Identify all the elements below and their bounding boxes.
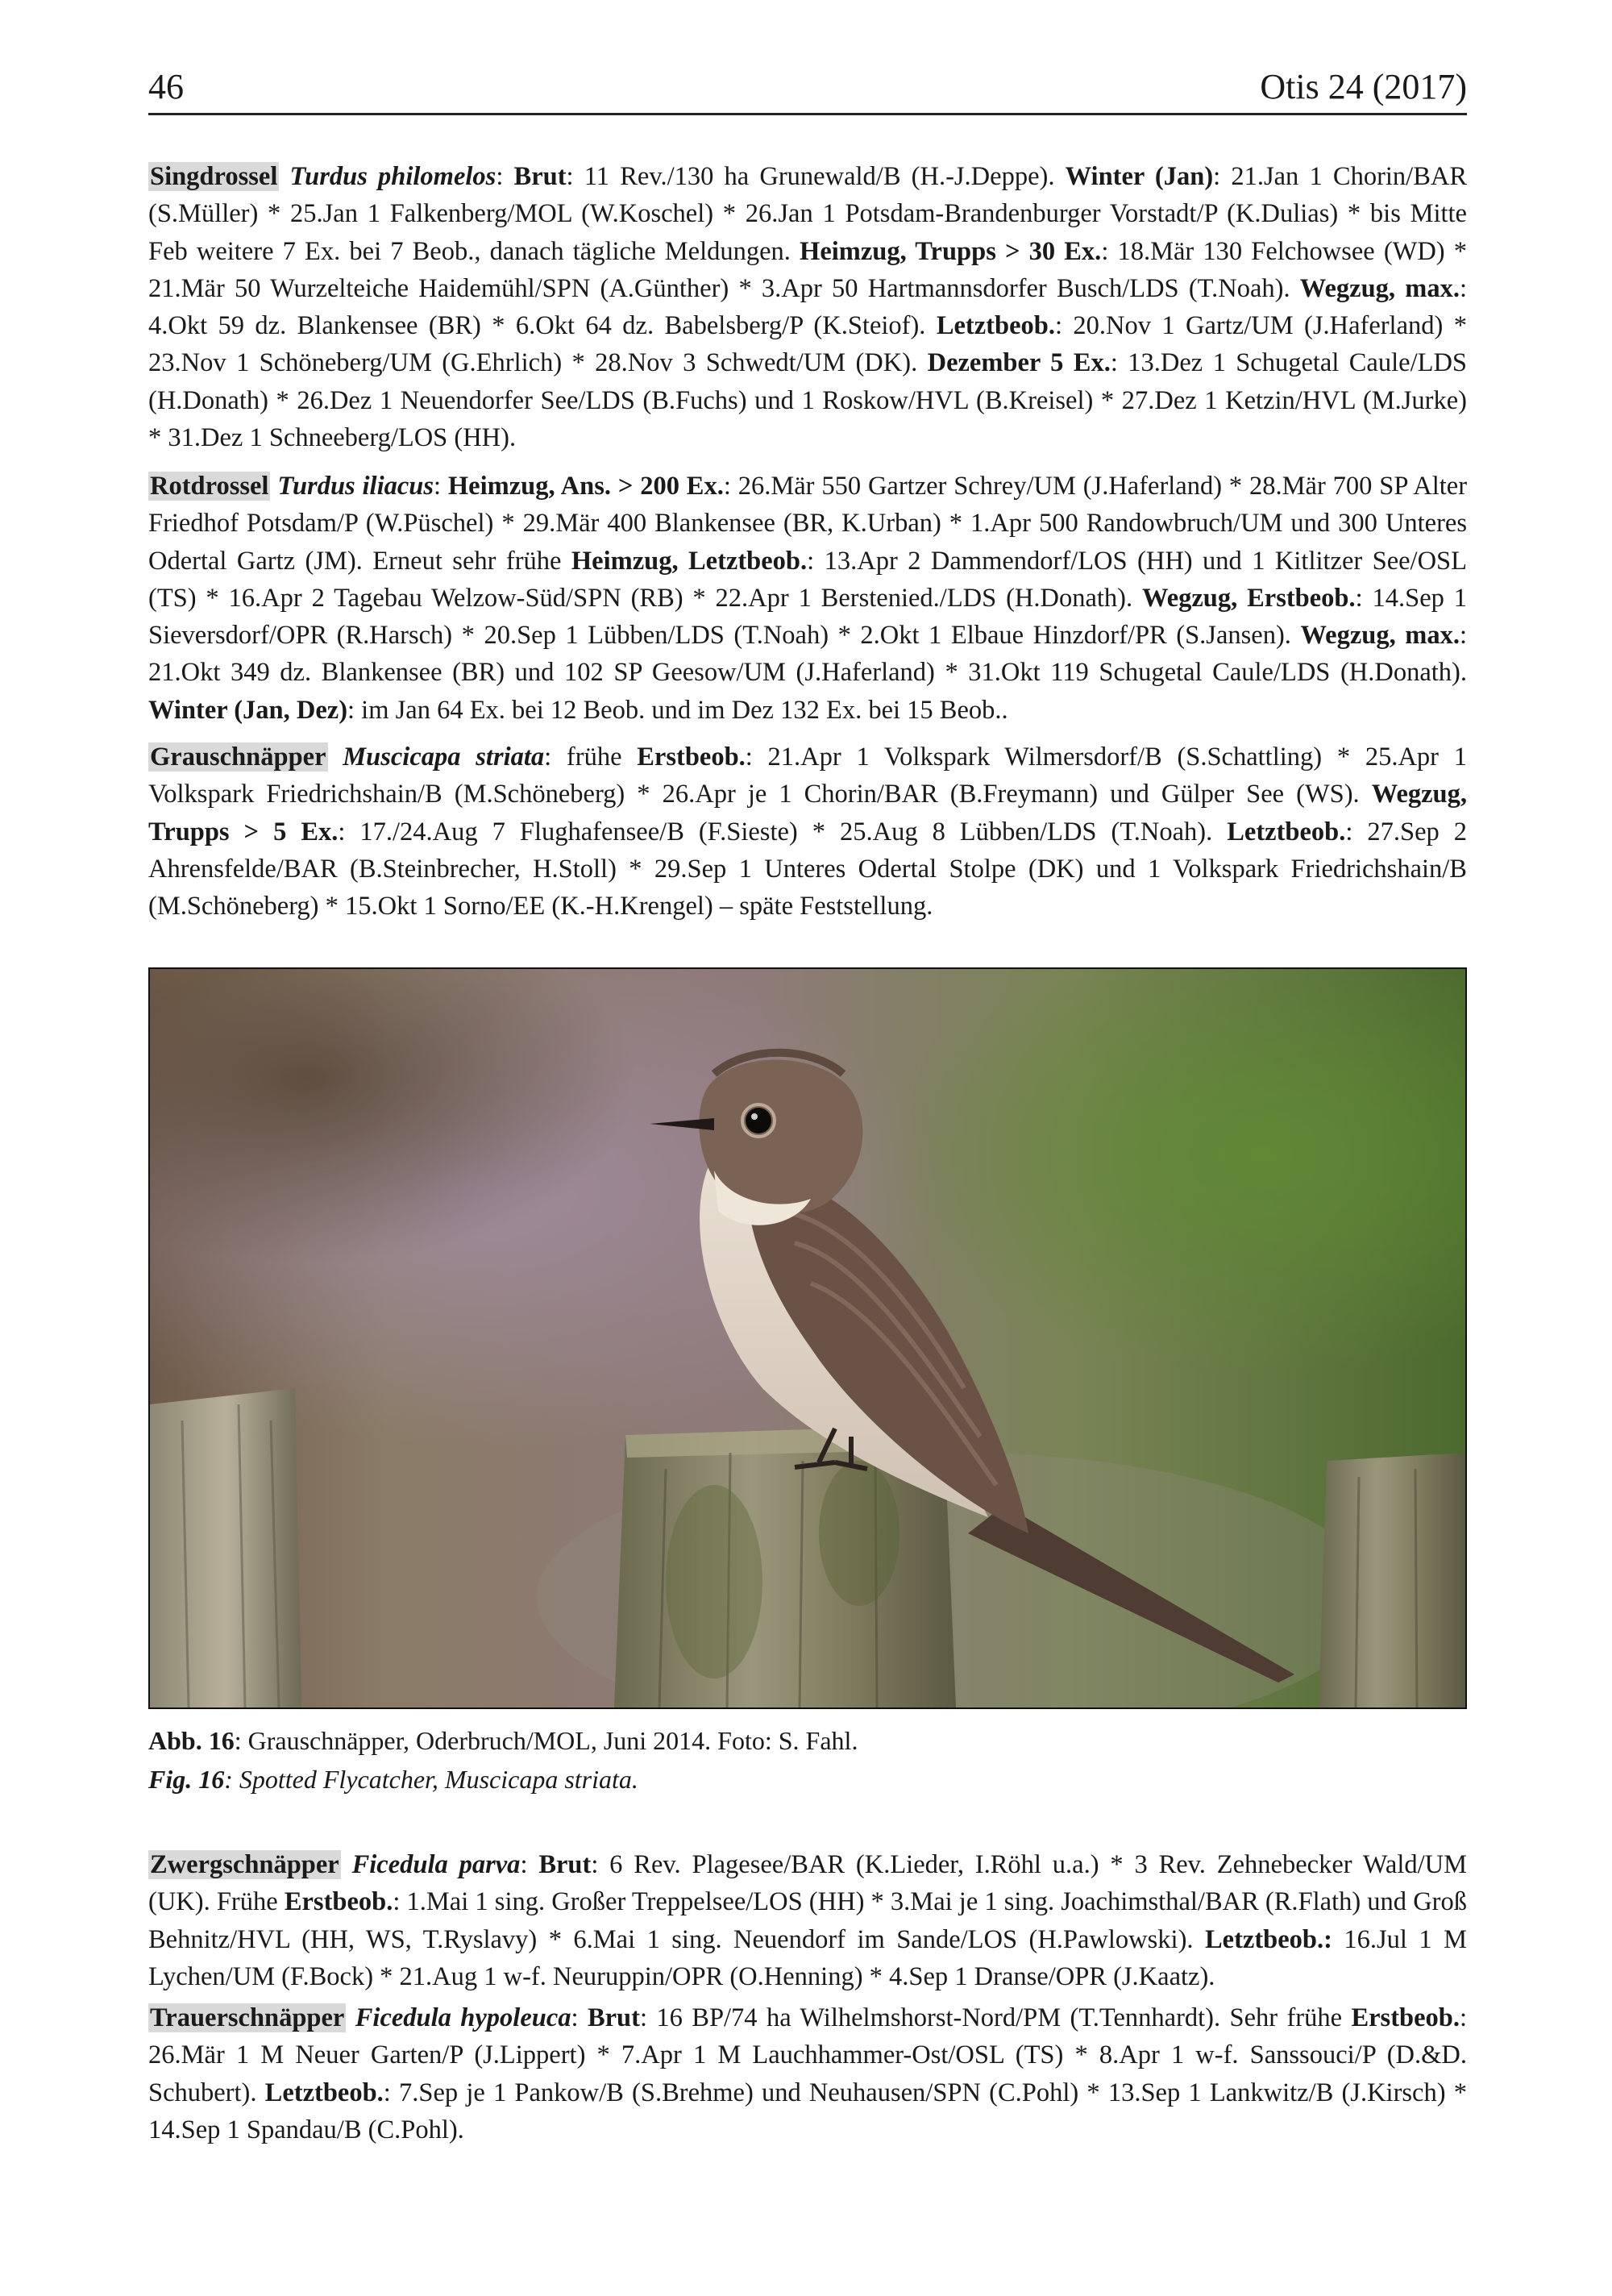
entry-text: : im Jan 64 Ex. bei 12 Beob. und im Dez 132 Ex. bei 15 Beob.. (347, 695, 1008, 725)
entry-text: : 7.Sep je 1 Pankow/B (S.Brehme) und Neuhausen/SPN (C.Pohl) * 13.Sep 1 Lankwitz/B (J.Kirsch) * 14.Sep 1 Spandau/B (C.Pohl). (148, 2078, 1467, 2144)
entry-keyword: Letztbeob.: (1204, 1924, 1332, 1954)
entry-keyword: Winter (Jan, Dez) (148, 695, 348, 725)
entry-text: : 21.Apr 1 Volkspark Wilmersdorf/B (S.Schattling) * 25.Apr 1 Volkspark Friedrichshain/B (M.Schöneberg) * 26.Apr je 1 Chorin/BAR (B.Freymann) und Gülper See (WS). (148, 742, 1467, 809)
entry-text: : 26.Mär 1 M Neuer Garten/P (J.Lippert) * 7.Apr 1 M Lauchhammer-Ost/OSL (TS) * 8.Apr 1 w-f. Sanssouci/P (D.&D. Schubert). (148, 2003, 1468, 2107)
species-name: Singdrossel (150, 162, 278, 191)
entry-keyword: Wegzug, Erstbeob. (1141, 583, 1356, 613)
entry-keyword: Wegzug, max. (1300, 621, 1460, 651)
spotted-flycatcher-photo (150, 969, 1465, 1707)
entry-keyword: Letztbeob. (1227, 817, 1346, 846)
species-name: Zwergschnäpper (150, 1850, 339, 1879)
page-header (148, 64, 1467, 115)
entry-text: : 4.Okt 59 dz. Blankensee (BR) * 6.Okt 64 dz. Babelsberg/P (K.Steiof). (148, 273, 1467, 341)
species-name: Trauerschnäpper (150, 2003, 345, 2032)
figure-label-de: Abb. 16 (148, 1726, 235, 1755)
entry-keyword: Letztbeob. (264, 2078, 384, 2107)
scientific-name: Ficedula parva (351, 1850, 521, 1879)
scientific-name: Turdus iliacus (277, 472, 434, 501)
entry-keyword: Letztbeob. (936, 311, 1055, 341)
scientific-name: Ficedula hypoleuca (355, 2003, 571, 2032)
entry-keyword: Erstbeob. (637, 742, 746, 772)
entry-text: : 16 BP/74 ha Wilhelmshorst-Nord/PM (T.Tennhardt). Sehr frühe (639, 2003, 1352, 2032)
entry-keyword: Wegzug, Trupps > 5 Ex. (148, 780, 1467, 846)
entry-text: : frühe (544, 742, 638, 772)
entry-keyword: Heimzug, Ans. > 200 Ex. (447, 472, 724, 501)
species-entry-trauerschnaepper: Trauerschnäpper Ficedula hypoleuca: Brut: 16 BP/74 ha Wilhelmshorst-Nord/PM (T.Tennhardt). Sehr frühe Erstbeob.: 26.Mär 1 M Neuer Garten/P (J.Lippert) * 7.Apr 1 M Lauchhammer-Ost/OSL (TS) * 8.Apr 1 w-f. Sanssouci/P (D.&D. Schubert). Letztbeob.: 7.Sep je 1 Pankow/B (S.Brehme) und Neuhausen/SPN (C.Pohl) * 13.Sep 1 Lankwitz/B (J.Kirsch) * 14.Sep 1 Spandau/B (C.Pohl). (148, 2003, 1468, 2144)
figure-photo (148, 967, 1467, 1709)
scientific-name: Muscicapa striata (343, 742, 545, 772)
entry-keyword: Wegzug, max. (1299, 273, 1460, 303)
figure-label-en: Fig. 16 (148, 1765, 225, 1794)
entry-text: : 27.Sep 2 Ahrensfelde/BAR (B.Steinbrecher, H.Stoll) * 29.Sep 1 Unteres Odertal Stolpe (DK) und 1 Volkspark Friedrichshain/B (M.Schöneberg) * 15.Okt 1 Sorno/EE (K.-H.Krengel) – späte Feststellung. (148, 817, 1468, 921)
entry-keyword: Brut (538, 1850, 592, 1879)
entry-text: : 18.Mär 130 Felchowsee (WD) * 21.Mär 50 Wurzelteiche Haidemühl/SPN (A.Günther) * 3.Apr 50 Hartmannsdorfer Busch/LDS (T.Noah). (148, 236, 1467, 303)
entry-text: 16.Jul 1 M Lychen/UM (F.Bock) * 21.Aug 1 w-f. Neuruppin/OPR (O.Henning) * 4.Sep 1 Dranse/OPR (J.Kaatz). (148, 1924, 1467, 1991)
entry-text: : 26.Mär 550 Gartzer Schrey/UM (J.Haferland) * 28.Mär 700 SP Alter Friedhof Potsdam/P (W.Püschel) * 29.Mär 400 Blankensee (BR, K.Urban) * 1.Apr 500 Randowbruch/UM und 300 Unteres Odertal Gartz (JM). Erneut sehr frühe (148, 472, 1468, 576)
species-entry-grauschnaepper (148, 738, 1467, 925)
figure-text-de: : Grauschnäpper, Oderbruch/MOL, Juni 2014. Foto: S. Fahl. (234, 1726, 858, 1755)
entry-text: : 17./24.Aug 7 Flughafensee/B (F.Sieste) * 25.Aug 8 Lübben/LDS (T.Noah). (338, 817, 1228, 846)
species-entry-singdrossel: Singdrossel Turdus philomelos: Brut: 11 Rev./130 ha Grunewald/B (H.-J.Deppe). Winter (Jan): 21.Jan 1 Chorin/BAR (S.Müller) * 25.Jan 1 Falkenberg/MOL (W.Koschel) * 26.Jan 1 Potsdam-Brandenburger Vorstadt/P (K.Dulias) * bis Mitte Feb weitere 7 Ex. bei 7 Beob., danach tägliche Meldungen. Heimzug, Trupps > 30 Ex.: 18.Mär 130 Felchowsee (WD) * 21.Mär 50 Wurzelteiche Haidemühl/SPN (A.Günther) * 3.Apr 50 Hartmannsdorfer Busch/LDS (T.Noah). Wegzug, max.: 4.Okt 59 dz. Blankensee (BR) * 6.Okt 64 dz. Babelsberg/P (K.Steiof). Letztbeob.: 20.Nov 1 Gartz/UM (J.Haferland) * 23.Nov 1 Schöneberg/UM (G.Ehrlich) * 28.Nov 3 Schwedt/UM (DK). Dezember 5 Ex.: 13.Dez 1 Schugetal Caule/LDS (H.Donath) * 26.Dez 1 Neuendorfer See/LDS (B.Fuchs) und 1 Roskow/HVL (B.Kreisel) * 27.Dez 1 Ketzin/HVL (M.Jurke) * 31.Dez 1 Schneeberg/LOS (HH). (148, 162, 1468, 453)
entry-text: : 6 Rev. Plagesee/BAR (K.Lieder, I.Röhl u.a.) * 3 Rev. Zehnebecker Wald/UM (UK). Frühe (148, 1850, 1468, 1917)
entry-text: : 20.Nov 1 Gartz/UM (J.Haferland) * 23.Nov 1 Schöneberg/UM (G.Ehrlich) * 28.Nov 3 Schwedt/UM (DK). (148, 311, 1467, 378)
entry-keyword: Dezember 5 Ex. (927, 348, 1111, 378)
entry-keyword: Heimzug, Letztbeob. (571, 546, 808, 576)
entry-text: : 13.Dez 1 Schugetal Caule/LDS (H.Donath) * 26.Dez 1 Neuendorfer See/LDS (B.Fuchs) und 1 Roskow/HVL (B.Kreisel) * 27.Dez 1 Ketzin/HVL (M.Jurke) * 31.Dez 1 Schneeberg/LOS (HH). (148, 348, 1467, 453)
entry-text: : 1.Mai 1 sing. Großer Treppelsee/LOS (HH) * 3.Mai je 1 sing. Joachimsthal/BAR (R.Flath) und Groß Behnitz/HVL (HH, WS, T.Ryslavy) * 6.Mai 1 sing. Neuendorf im Sande/LOS (H.Pawlowski). (148, 1887, 1467, 1954)
figure-caption-de (148, 1722, 1467, 1759)
entry-keyword: Erstbeob. (284, 1887, 393, 1917)
entry-text: : 11 Rev./130 ha Grunewald/B (H.-J.Deppe). (566, 162, 1066, 191)
page-number: 46 (148, 67, 184, 106)
entry-keyword: Winter (Jan) (1065, 162, 1214, 191)
species-name: Grauschnäpper (150, 742, 326, 772)
scientific-name: Turdus philomelos (289, 162, 496, 191)
figure-text-en: : Spotted Flycatcher, Muscicapa striata. (224, 1765, 638, 1794)
entry-keyword: Heimzug, Trupps > 30 Ex. (800, 236, 1102, 266)
entry-keyword: Brut (587, 2003, 640, 2032)
entry-text: : 21.Okt 349 dz. Blankensee (BR) und 102 SP Geesow/UM (J.Haferland) * 31.Okt 119 Schugetal Caule/LDS (H.Donath). (148, 621, 1467, 688)
species-name: Rotdrossel (150, 472, 269, 501)
species-entry-zwergschnaepper: Zwergschnäpper Ficedula parva: Brut: 6 Rev. Plagesee/BAR (K.Lieder, I.Röhl u.a.) * 3 Rev. Zehnebecker Wald/UM (UK). Frühe Erstbeob.: 1.Mai 1 sing. Großer Treppelsee/LOS (HH) * 3.Mai je 1 sing. Joachimsthal/BAR (R.Flath) und Groß Behnitz/HVL (HH, WS, T.Ryslavy) * 6.Mai 1 sing. Neuendorf im Sande/LOS (H.Pawlowski). Letztbeob.: 16.Jul 1 M Lychen/UM (F.Bock) * 21.Aug 1 w-f. Neuruppin/OPR (O.Henning) * 4.Sep 1 Dranse/OPR (J.Kaatz). (148, 1850, 1468, 1991)
figure-caption-en (148, 1761, 1467, 1798)
entry-keyword: Erstbeob. (1351, 2003, 1460, 2032)
entry-text: : 13.Apr 2 Dammendorf/LOS (HH) und 1 Kitlitzer See/OSL (TS) * 16.Apr 2 Tagebau Welzow-Süd/SPN (RB) * 22.Apr 1 Berstenied./LDS (H.Donath). (148, 546, 1467, 613)
entry-keyword: Brut (513, 162, 567, 191)
journal-title: Otis 24 (2017) (1260, 67, 1467, 106)
entry-text: : 21.Jan 1 Chorin/BAR (S.Müller) * 25.Jan 1 Falkenberg/MOL (W.Koschel) * 26.Jan 1 Potsdam-Brandenburger Vorstadt/P (K.Dulias) * bis Mitte Feb weitere 7 Ex. bei 7 Beob., danach tägliche Meldungen. (148, 162, 1468, 266)
entry-text: : 14.Sep 1 Sieversdorf/OPR (R.Harsch) * 20.Sep 1 Lübben/LDS (T.Noah) * 2.Okt 1 Elbaue Hinzdorf/PR (S.Jansen). (148, 583, 1468, 651)
species-entry-rotdrossel: Rotdrossel Turdus iliacus: Heimzug, Ans. > 200 Ex.: 26.Mär 550 Gartzer Schrey/UM (J.Haferland) * 28.Mär 700 SP Alter Friedhof Potsdam/P (W.Püschel) * 29.Mär 400 Blankensee (BR, K.Urban) * 1.Apr 500 Randowbruch/UM und 300 Unteres Odertal Gartz (JM). Erneut sehr frühe Heimzug, Letztbeob.: 13.Apr 2 Dammendorf/LOS (HH) und 1 Kitlitzer See/OSL (TS) * 16.Apr 2 Tagebau Welzow-Süd/SPN (RB) * 22.Apr 1 Berstenied./LDS (H.Donath). Wegzug, Erstbeob.: 14.Sep 1 Sieversdorf/OPR (R.Harsch) * 20.Sep 1 Lübben/LDS (T.Noah) * 2.Okt 1 Elbaue Hinzdorf/PR (S.Jansen). Wegzug, max.: 21.Okt 349 dz. Blankensee (BR) und 102 SP Geesow/UM (J.Haferland) * 31.Okt 119 Schugetal Caule/LDS (H.Donath). Winter (Jan, Dez): im Jan 64 Ex. bei 12 Beob. und im Dez 132 Ex. bei 15 Beob.. (148, 472, 1468, 725)
